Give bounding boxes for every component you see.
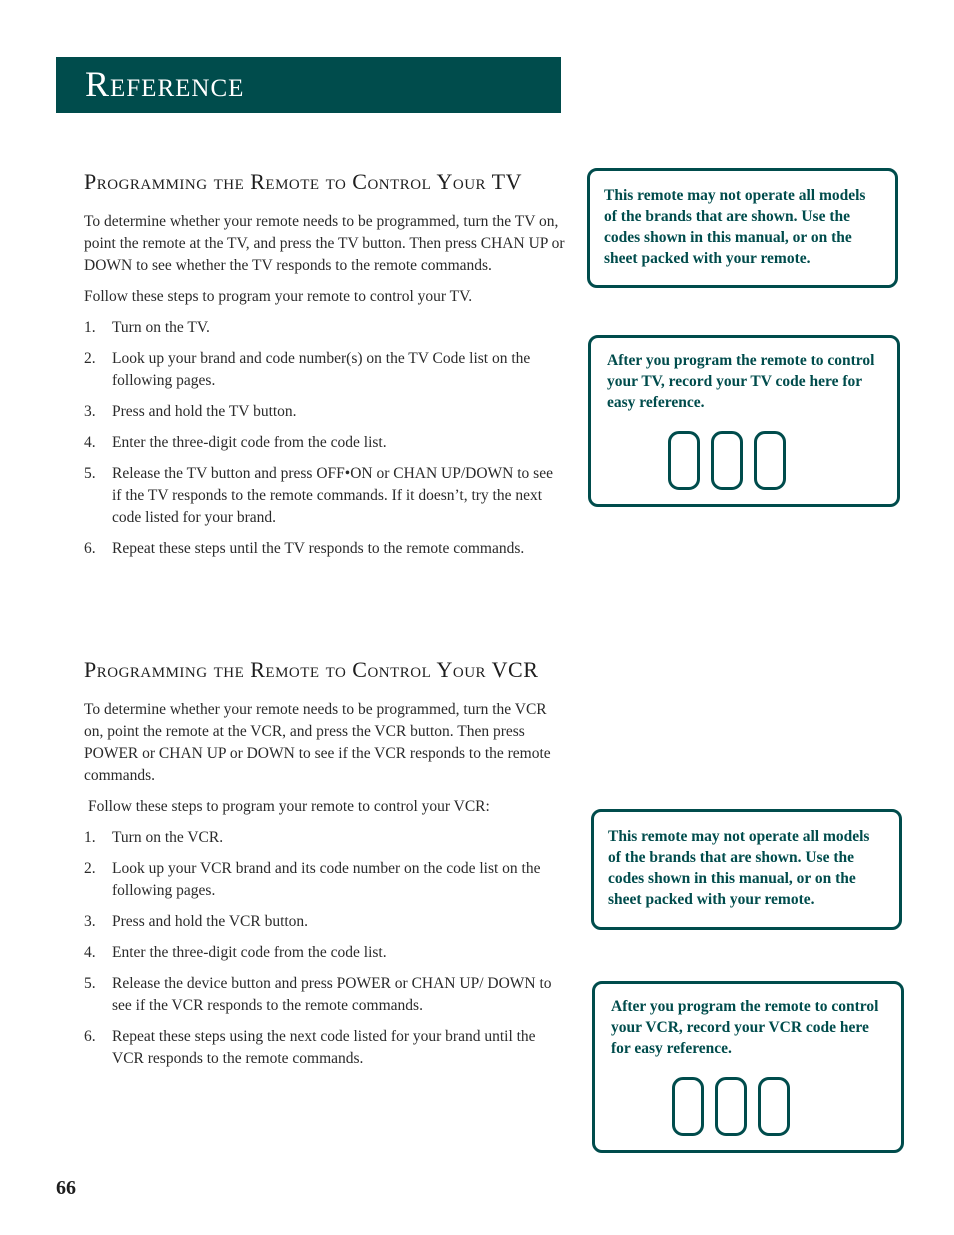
section-banner — [56, 57, 561, 113]
list-item — [84, 827, 566, 849]
step-number: 5. — [84, 465, 96, 482]
vcr-code-digit-2-box — [715, 1077, 747, 1136]
step-text: Release the device button and press POWER or CHAN UP/ DOWN to see if the VCR responds to the remote commands. — [112, 975, 552, 1014]
tv-section-heading: Programming the Remote to Control Your TV — [84, 169, 522, 194]
tv-intro-paragraph: To determine whether your remote needs to be programmed, turn the TV on, point the remote at the TV, and press the TV button. Then press CHAN UP or DOWN to see whether the TV responds to the remote commands. — [84, 213, 565, 274]
tv-section — [84, 166, 566, 569]
vcr-compatibility-note-text: This remote may not operate all models of the brands that are shown. Use the codes shown in this manual, or on the sheet packed with your remote. — [608, 828, 870, 908]
step-number: 3. — [84, 913, 96, 930]
step-text: Press and hold the TV button. — [112, 403, 297, 420]
tv-steps-list — [84, 317, 566, 560]
step-text: Repeat these steps using the next code listed for your brand until the VCR responds to the remote commands. — [112, 1028, 536, 1067]
step-text: Release the TV button and press OFF•ON or CHAN UP/DOWN to see if the TV responds to the remote commands. If it doesn’t, try the next code listed for your brand. — [112, 465, 553, 526]
tv-compatibility-note-text: This remote may not operate all models of the brands that are shown. Use the codes shown in this manual, or on the sheet packed with your remote. — [604, 187, 866, 267]
step-text: Look up your VCR brand and its code number on the code list on the following pages. — [112, 860, 541, 899]
step-number: 6. — [84, 1028, 96, 1045]
step-number: 2. — [84, 350, 96, 367]
page-title: Reference — [85, 64, 245, 104]
vcr-code-record-text: After you program the remote to control your VCR, record your VCR code here for easy reference. — [611, 998, 879, 1057]
step-number: 5. — [84, 975, 96, 992]
tv-code-digit-3-box — [754, 431, 786, 490]
step-number: 6. — [84, 540, 96, 557]
vcr-intro-paragraph: To determine whether your remote needs to be programmed, turn the VCR on, point the remote at the VCR, and press the VCR button. Then press POWER or CHAN UP or DOWN to see if the VCR responds to the remote commands. — [84, 701, 551, 784]
tv-code-record-text: After you program the remote to control your TV, record your TV code here for easy reference. — [607, 352, 875, 411]
vcr-section-heading: Programming the Remote to Control Your VCR — [84, 657, 539, 682]
vcr-code-digit-1-box — [672, 1077, 704, 1136]
vcr-code-digit-3-box — [758, 1077, 790, 1136]
vcr-code-entry — [672, 1077, 790, 1136]
vcr-section — [84, 654, 566, 1079]
list-item — [84, 401, 566, 423]
list-item — [84, 911, 566, 933]
tv-code-entry — [668, 431, 786, 490]
vcr-compatibility-note — [591, 809, 902, 930]
list-item — [84, 973, 566, 1017]
list-item — [84, 348, 566, 392]
step-text: Enter the three-digit code from the code list. — [112, 944, 387, 961]
tv-code-record-box — [588, 335, 900, 507]
vcr-steps-list — [84, 827, 566, 1070]
list-item — [84, 463, 566, 529]
step-text: Enter the three-digit code from the code list. — [112, 434, 387, 451]
vcr-lead-paragraph: Follow these steps to program your remote to control your VCR: — [88, 798, 490, 815]
step-number: 2. — [84, 860, 96, 877]
step-number: 4. — [84, 434, 96, 451]
vcr-code-record-box — [592, 981, 904, 1153]
step-number: 1. — [84, 829, 96, 846]
step-text: Repeat these steps until the TV responds to the remote commands. — [112, 540, 525, 557]
step-number: 3. — [84, 403, 96, 420]
step-number: 4. — [84, 944, 96, 961]
list-item — [84, 432, 566, 454]
tv-code-digit-1-box — [668, 431, 700, 490]
tv-code-digit-2-box — [711, 431, 743, 490]
step-text: Press and hold the VCR button. — [112, 913, 309, 930]
step-text: Turn on the TV. — [112, 319, 210, 336]
list-item — [84, 858, 566, 902]
step-text: Look up your brand and code number(s) on the TV Code list on the following pages. — [112, 350, 531, 389]
tv-compatibility-note — [587, 168, 898, 288]
list-item — [84, 317, 566, 339]
tv-lead-paragraph: Follow these steps to program your remote to control your TV. — [84, 288, 473, 305]
step-number: 1. — [84, 319, 96, 336]
list-item — [84, 538, 566, 560]
list-item — [84, 942, 566, 964]
list-item — [84, 1026, 566, 1070]
step-text: Turn on the VCR. — [112, 829, 224, 846]
page-number: 66 — [56, 1177, 76, 1199]
